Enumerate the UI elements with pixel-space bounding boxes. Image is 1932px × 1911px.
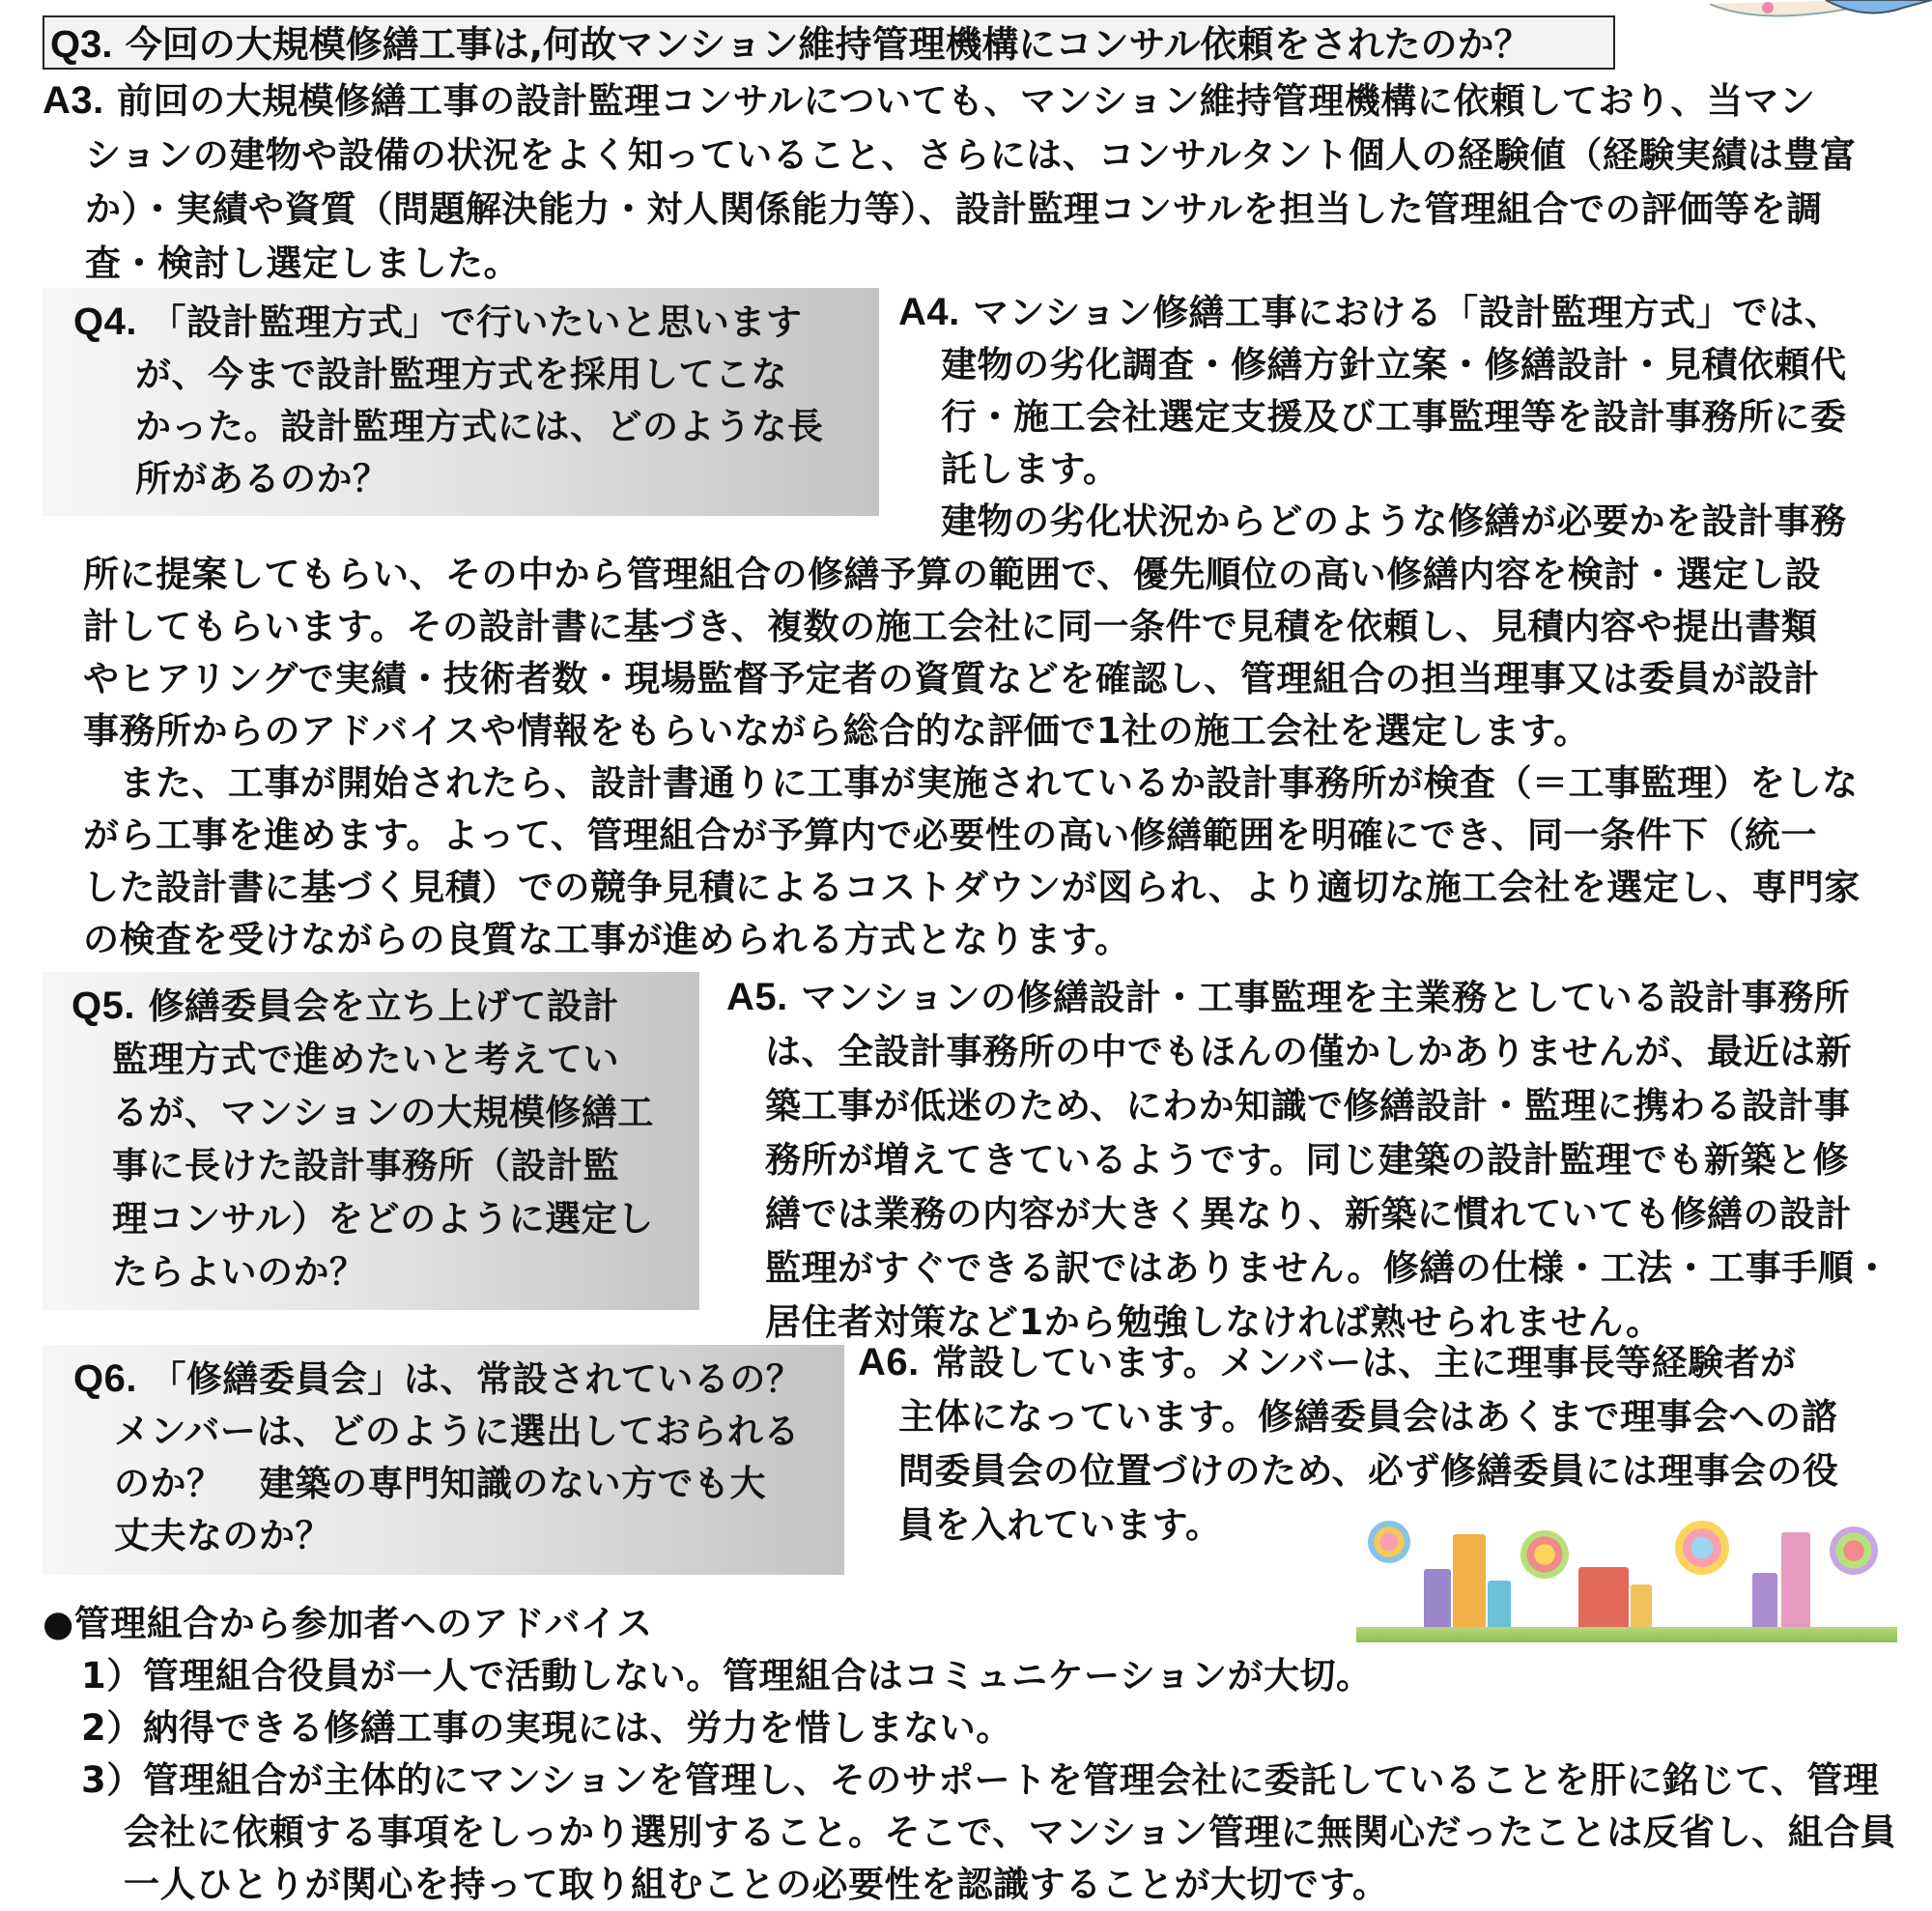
a6-line: 問委員会の位置づけのため、必ず修繕委員には理事会の役 (898, 1450, 1839, 1492)
flower-tree-icon (1368, 1521, 1410, 1563)
advice-item: 1）管理組合役員が一人で活動しない。管理組合はコミュニケーションが大切。 (81, 1655, 1373, 1697)
a5-line: 監理がすぐできる訳ではありません。修繕の仕様・工法・工事手順・ (765, 1247, 1890, 1289)
q4-label: Q4. (73, 300, 137, 343)
q5-line: 修繕委員会を立ち上げて設計 (148, 985, 619, 1027)
q6-line: 「修繕委員会」は、常設されているの？ (150, 1358, 803, 1400)
a3-line: 査・検討し選定しました。 (85, 242, 520, 284)
q6-line: メンバーは、どのように選出しておられる (114, 1411, 800, 1452)
a5-line: マンションの修繕設計・工事監理を主業務としている設計事務所 (801, 977, 1850, 1018)
q4-line: 所があるのか？ (135, 458, 389, 499)
flower-tree-icon (1675, 1521, 1729, 1575)
a6-label: A6. (858, 1341, 920, 1383)
a4-answer-body (83, 549, 1928, 966)
q5-line: 監理方式で進めたいと考えてい (112, 1039, 619, 1080)
a4-line: 託します。 (941, 448, 1120, 490)
a4-body-line: 計してもらいます。その設計書に基づき、複数の施工会社に同一条件で見積を依頼し、見積内容や提出書類 (83, 606, 1818, 647)
a4-line: マンション修繕工事における「設計監理方式」では、 (973, 292, 1841, 333)
a6-line: 主体になっています。修繕委員会はあくまで理事会への諮 (898, 1396, 1838, 1438)
a4-body-line: がら工事を進めます。よって、管理組合が予算内で必要性の高い修繕範囲を明確にでき、同一条件下（統一 (83, 814, 1817, 856)
q3-question (43, 15, 1615, 70)
a4-label: A4. (898, 291, 960, 333)
q6-line: のか？ 建築の専門知識のない方でも大 (114, 1463, 766, 1504)
q5-question-box (43, 972, 699, 1310)
corner-illustration (1710, 0, 1932, 21)
a5-line: は、全設計事務所の中でもほんの僅かしかありませんが、最近は新 (765, 1031, 1852, 1072)
a4-line: 建物の劣化調査・修繕方針立案・修繕設計・見積依頼代 (941, 344, 1847, 385)
flower-tree-icon (1520, 1530, 1569, 1579)
a5-line: 繕では業務の内容が大きく異なり、新築に慣れていても修繕の設計 (765, 1193, 1852, 1235)
q4-line: 「設計監理方式」で行いたいと思います (150, 301, 803, 343)
a6-line: 員を入れています。 (898, 1504, 1222, 1546)
a5-line: 築工事が低迷のため、にわか知識で修繕設計・監理に携わる設計事 (765, 1085, 1851, 1127)
a5-line: 居住者対策など1から勉強しなければ熟せられません。 (765, 1301, 1662, 1343)
q5-line: るが、マンションの大規模修繕工 (112, 1092, 654, 1133)
a6-line: 常設しています。メンバーは、主に理事長等経験者が (932, 1342, 1797, 1383)
q5-label: Q5. (71, 984, 135, 1027)
q3-label: Q3. (50, 23, 113, 66)
advice-item: 3）管理組合が主体的にマンションを管理し、そのサポートを管理会社に委託していることを肝に銘じて、管理 (81, 1759, 1880, 1801)
a4-answer-head (898, 286, 1922, 548)
q4-question-box (43, 288, 879, 516)
advice-section (43, 1598, 1926, 1911)
a4-body-line: の検査を受けながらの良質な工事が進められる方式となります。 (83, 919, 1131, 960)
a4-body-line: 事務所からのアドバイスや情報をもらいながら総合的な評価で1社の施工会社を選定します。 (83, 710, 1590, 752)
cartoon-figure-icon (1710, 0, 1932, 21)
a3-line: 前回の大規模修繕工事の設計監理コンサルについても、マンション維持管理機構に依頼しており、当マン (117, 80, 1816, 122)
a3-answer (43, 73, 1926, 291)
advice-item: 会社に依頼する事項をしっかり選別すること。そこで、マンション管理に無関心だったことは反省し、組合員 (124, 1811, 1897, 1853)
advice-item: 一人ひとりが関心を持って取り組むことの必要性を認識することが大切です。 (124, 1864, 1389, 1905)
a4-line: 行・施工会社選定支援及び工事監理等を設計事務所に委 (941, 396, 1847, 438)
flower-tree-icon (1830, 1526, 1878, 1575)
a4-body-line: また、工事が開始されたら、設計書通りに工事が実施されているか設計事務所が検査（＝工事監理）をしな (83, 762, 1859, 804)
a4-body-line: 所に提案してもらい、その中から管理組合の修繕予算の範囲で、優先順位の高い修繕内容を検討・選定し設 (83, 554, 1822, 595)
a3-label: A3. (43, 79, 104, 122)
a3-line: か）・実績や資質（問題解決能力・対人関係能力等）、設計監理コンサルを担当した管理組合での評価等を調 (85, 188, 1823, 230)
q6-line: 丈夫なのか？ (114, 1515, 331, 1556)
a5-label: A5. (726, 976, 788, 1018)
a5-answer (726, 970, 1929, 1350)
a3-line: ションの建物や設備の状況をよく知っていること、さらには、コンサルタント個人の経験値（経験実績は豊富 (85, 134, 1857, 176)
q6-label: Q6. (73, 1357, 137, 1400)
q6-question-box (43, 1345, 844, 1575)
q5-line: 事に長けた設計事務所（設計監 (112, 1145, 619, 1186)
q5-line: たらよいのか？ (112, 1251, 366, 1293)
q3-text: 今回の大規模修繕工事は,何故マンション維持管理機構にコンサル依頼をされたのか？ (125, 23, 1531, 66)
advice-item: 2）納得できる修繕工事の実現には、労力を惜しまない。 (81, 1707, 1012, 1749)
q4-line: かった。設計監理方式には、どのような長 (135, 406, 824, 447)
a4-body-line: した設計書に基づく見積）での競争見積によるコストダウンが図られ、より適切な施工会社を選定し、専門家 (83, 867, 1861, 908)
a5-line: 務所が増えてきているようです。同じ建築の設計監理でも新築と修 (765, 1139, 1850, 1181)
q4-line: が、今まで設計監理方式を採用してこな (135, 354, 787, 395)
advice-heading: ●管理組合から参加者へのアドバイス (43, 1603, 653, 1644)
q5-line: 理コンサル）をどのように選定し (112, 1198, 654, 1240)
a4-body-line: やヒアリングで実績・技術者数・現場監督予定者の資質などを確認し、管理組合の担当理事又は委員が設計 (83, 658, 1820, 699)
a4-line: 建物の劣化状況からどのような修繕が必要かを設計事務 (941, 500, 1847, 542)
